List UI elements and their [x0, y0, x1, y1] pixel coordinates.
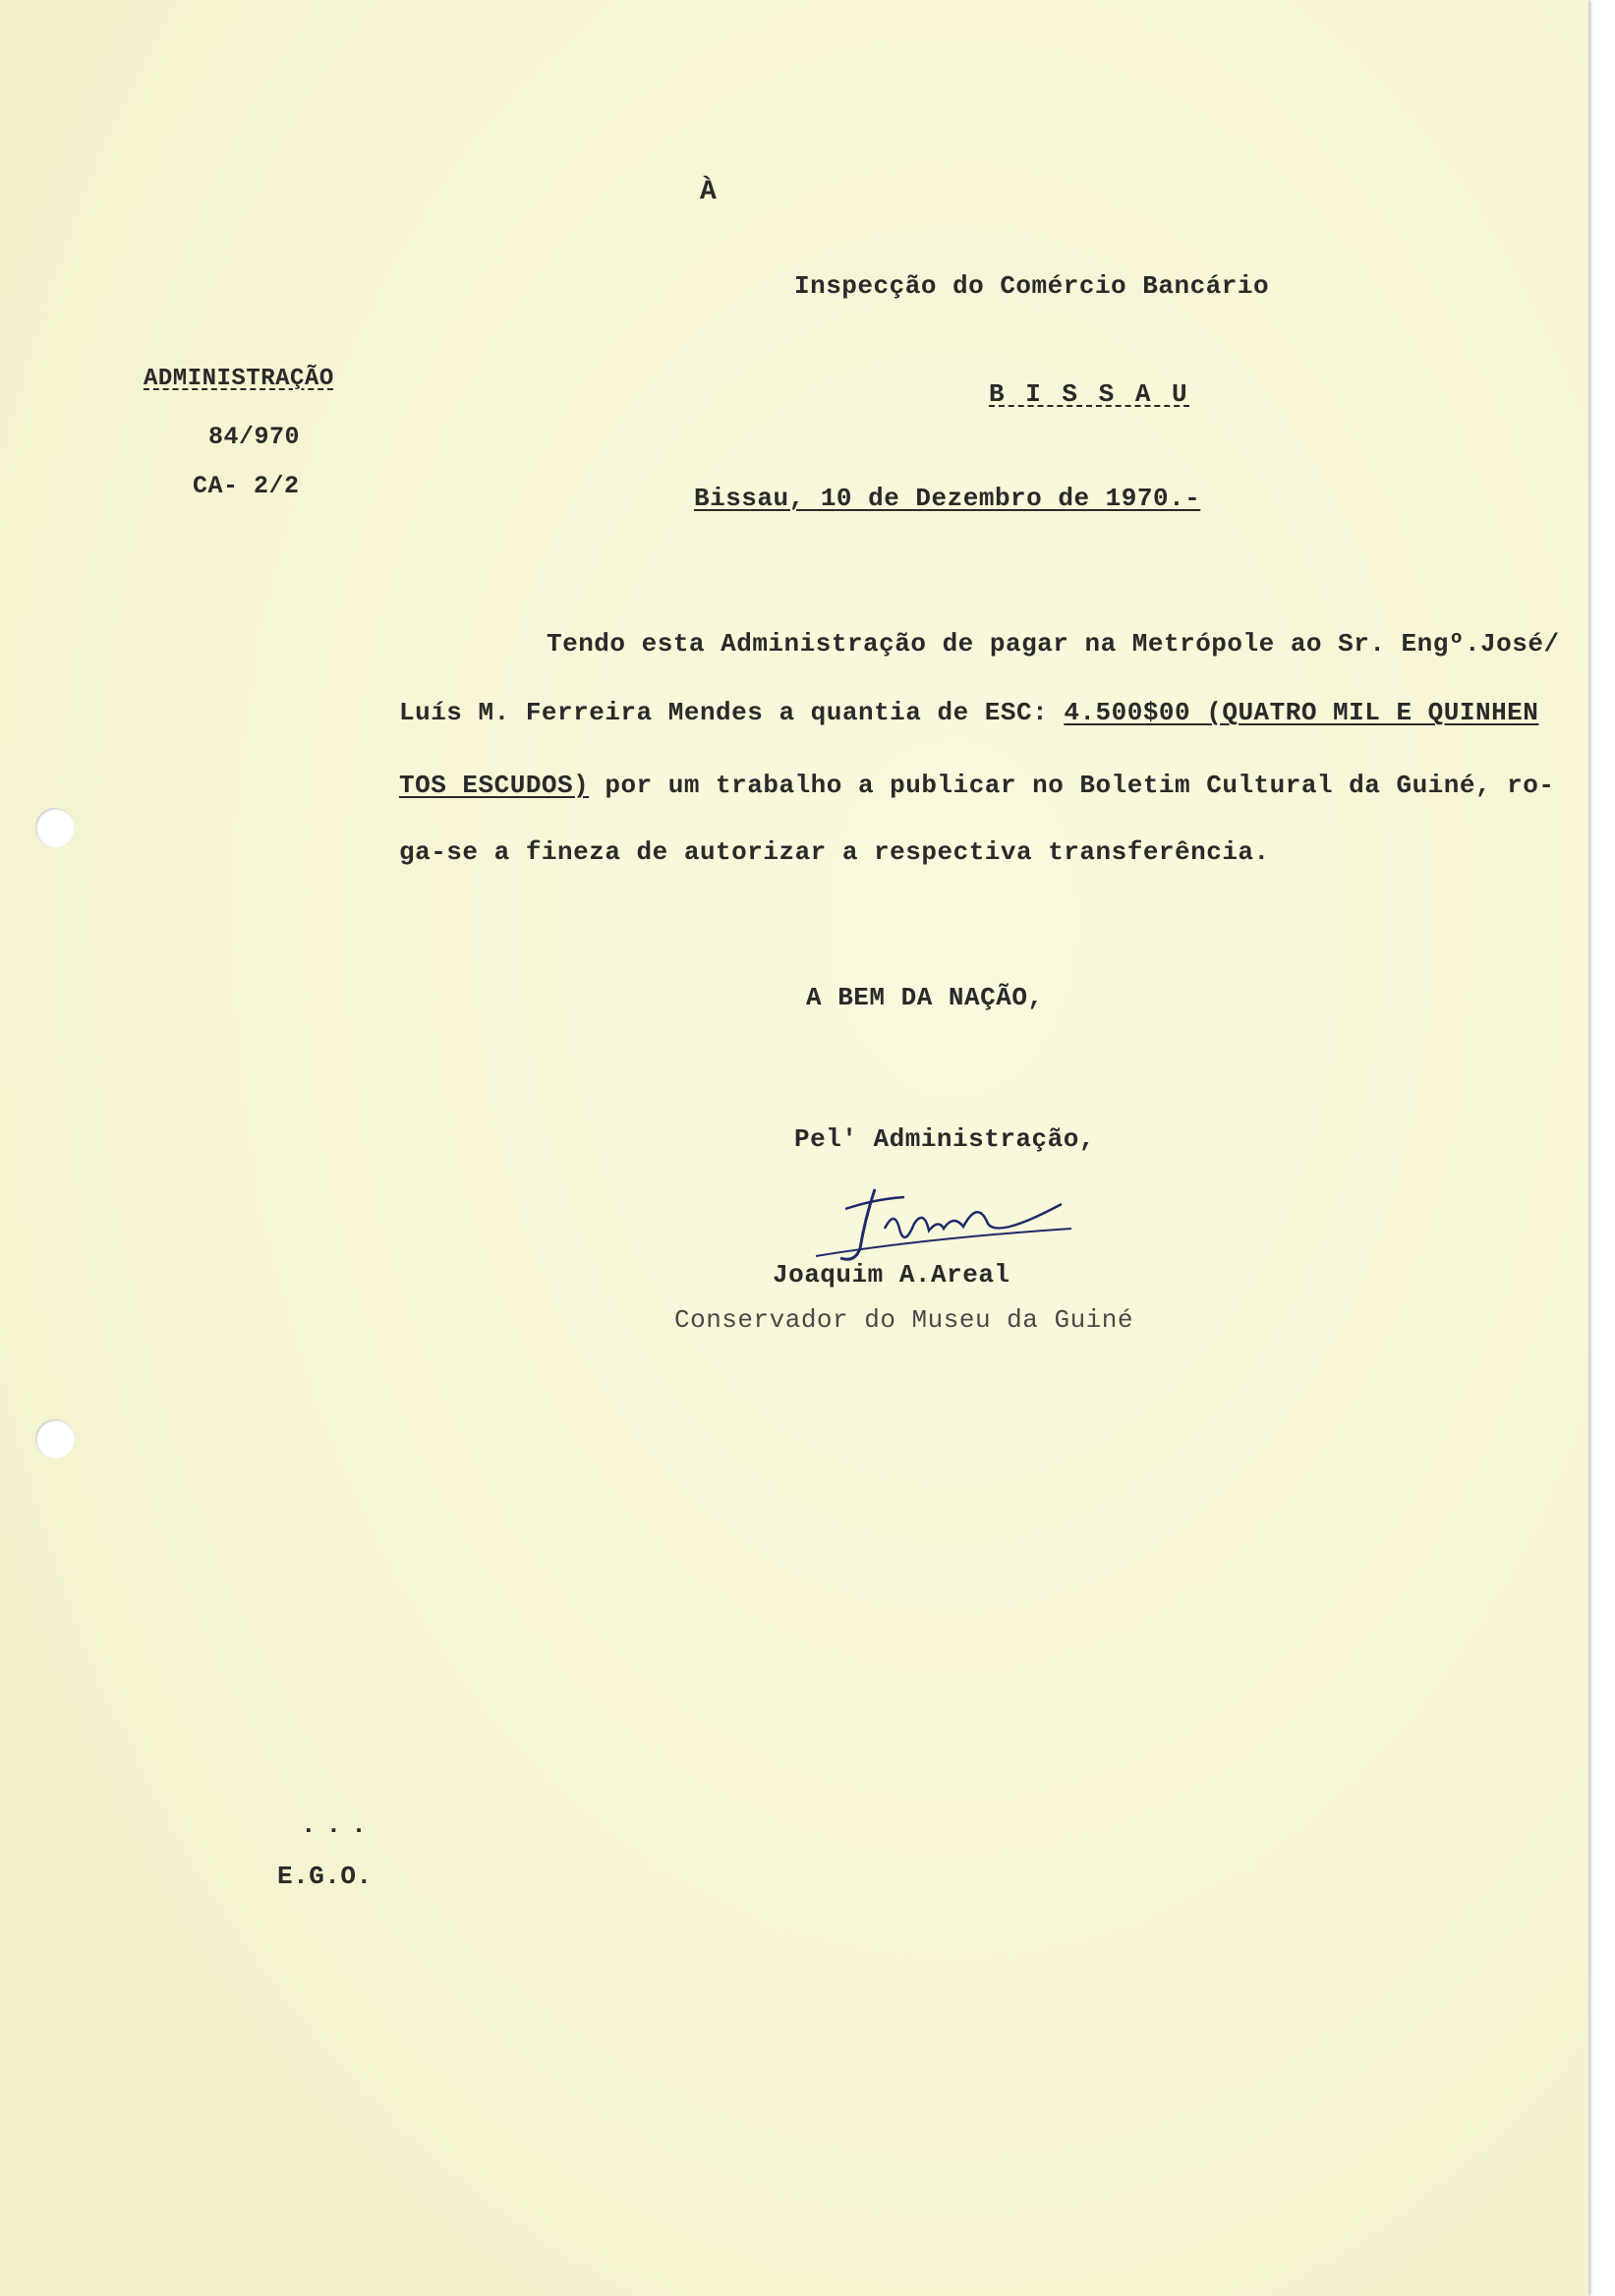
- signatory-title: Conservador do Museu da Guiné: [674, 1305, 1133, 1335]
- closing-line: A BEM DA NAÇÃO,: [806, 983, 1044, 1012]
- body-line: ga-se a fineza de autorizar a respectiva transferência.: [399, 837, 1270, 867]
- on-behalf-line: Pel' Administração,: [794, 1124, 1095, 1154]
- city-header: B I S S A U: [989, 379, 1190, 409]
- amount-text: 4.500$00 (QUATRO MIL E QUINHEN: [1064, 698, 1539, 727]
- addressee: Inspecção do Comércio Bancário: [794, 271, 1270, 301]
- reference-department: ADMINISTRAÇÃO: [144, 366, 334, 392]
- body-text: por um trabalho a publicar no Boletim Cultural da Guiné, ro-: [589, 771, 1555, 800]
- punch-hole: [35, 1419, 75, 1459]
- signatory-name: Joaquim A.Areal: [773, 1260, 1010, 1290]
- footer-dots: ...: [301, 1810, 376, 1840]
- body-line: Tendo esta Administração de pagar na Metrópole ao Sr. Engº.José/: [547, 629, 1560, 659]
- addressee-marker: À: [700, 177, 718, 207]
- handwritten-signature: [806, 1179, 1081, 1268]
- body-text: Luís M. Ferreira Mendes a quantia de ESC:: [399, 698, 1065, 727]
- body-line: [399, 698, 1538, 727]
- reference-code: CA- 2/2: [193, 472, 300, 500]
- reference-number: 84/970: [208, 423, 301, 451]
- punch-hole: [35, 808, 75, 847]
- date-line: Bissau, 10 de Dezembro de 1970.-: [694, 484, 1201, 513]
- footer-initials: E.G.O.: [277, 1862, 373, 1891]
- body-line: [399, 771, 1555, 800]
- amount-text: TOS ESCUDOS): [399, 771, 590, 800]
